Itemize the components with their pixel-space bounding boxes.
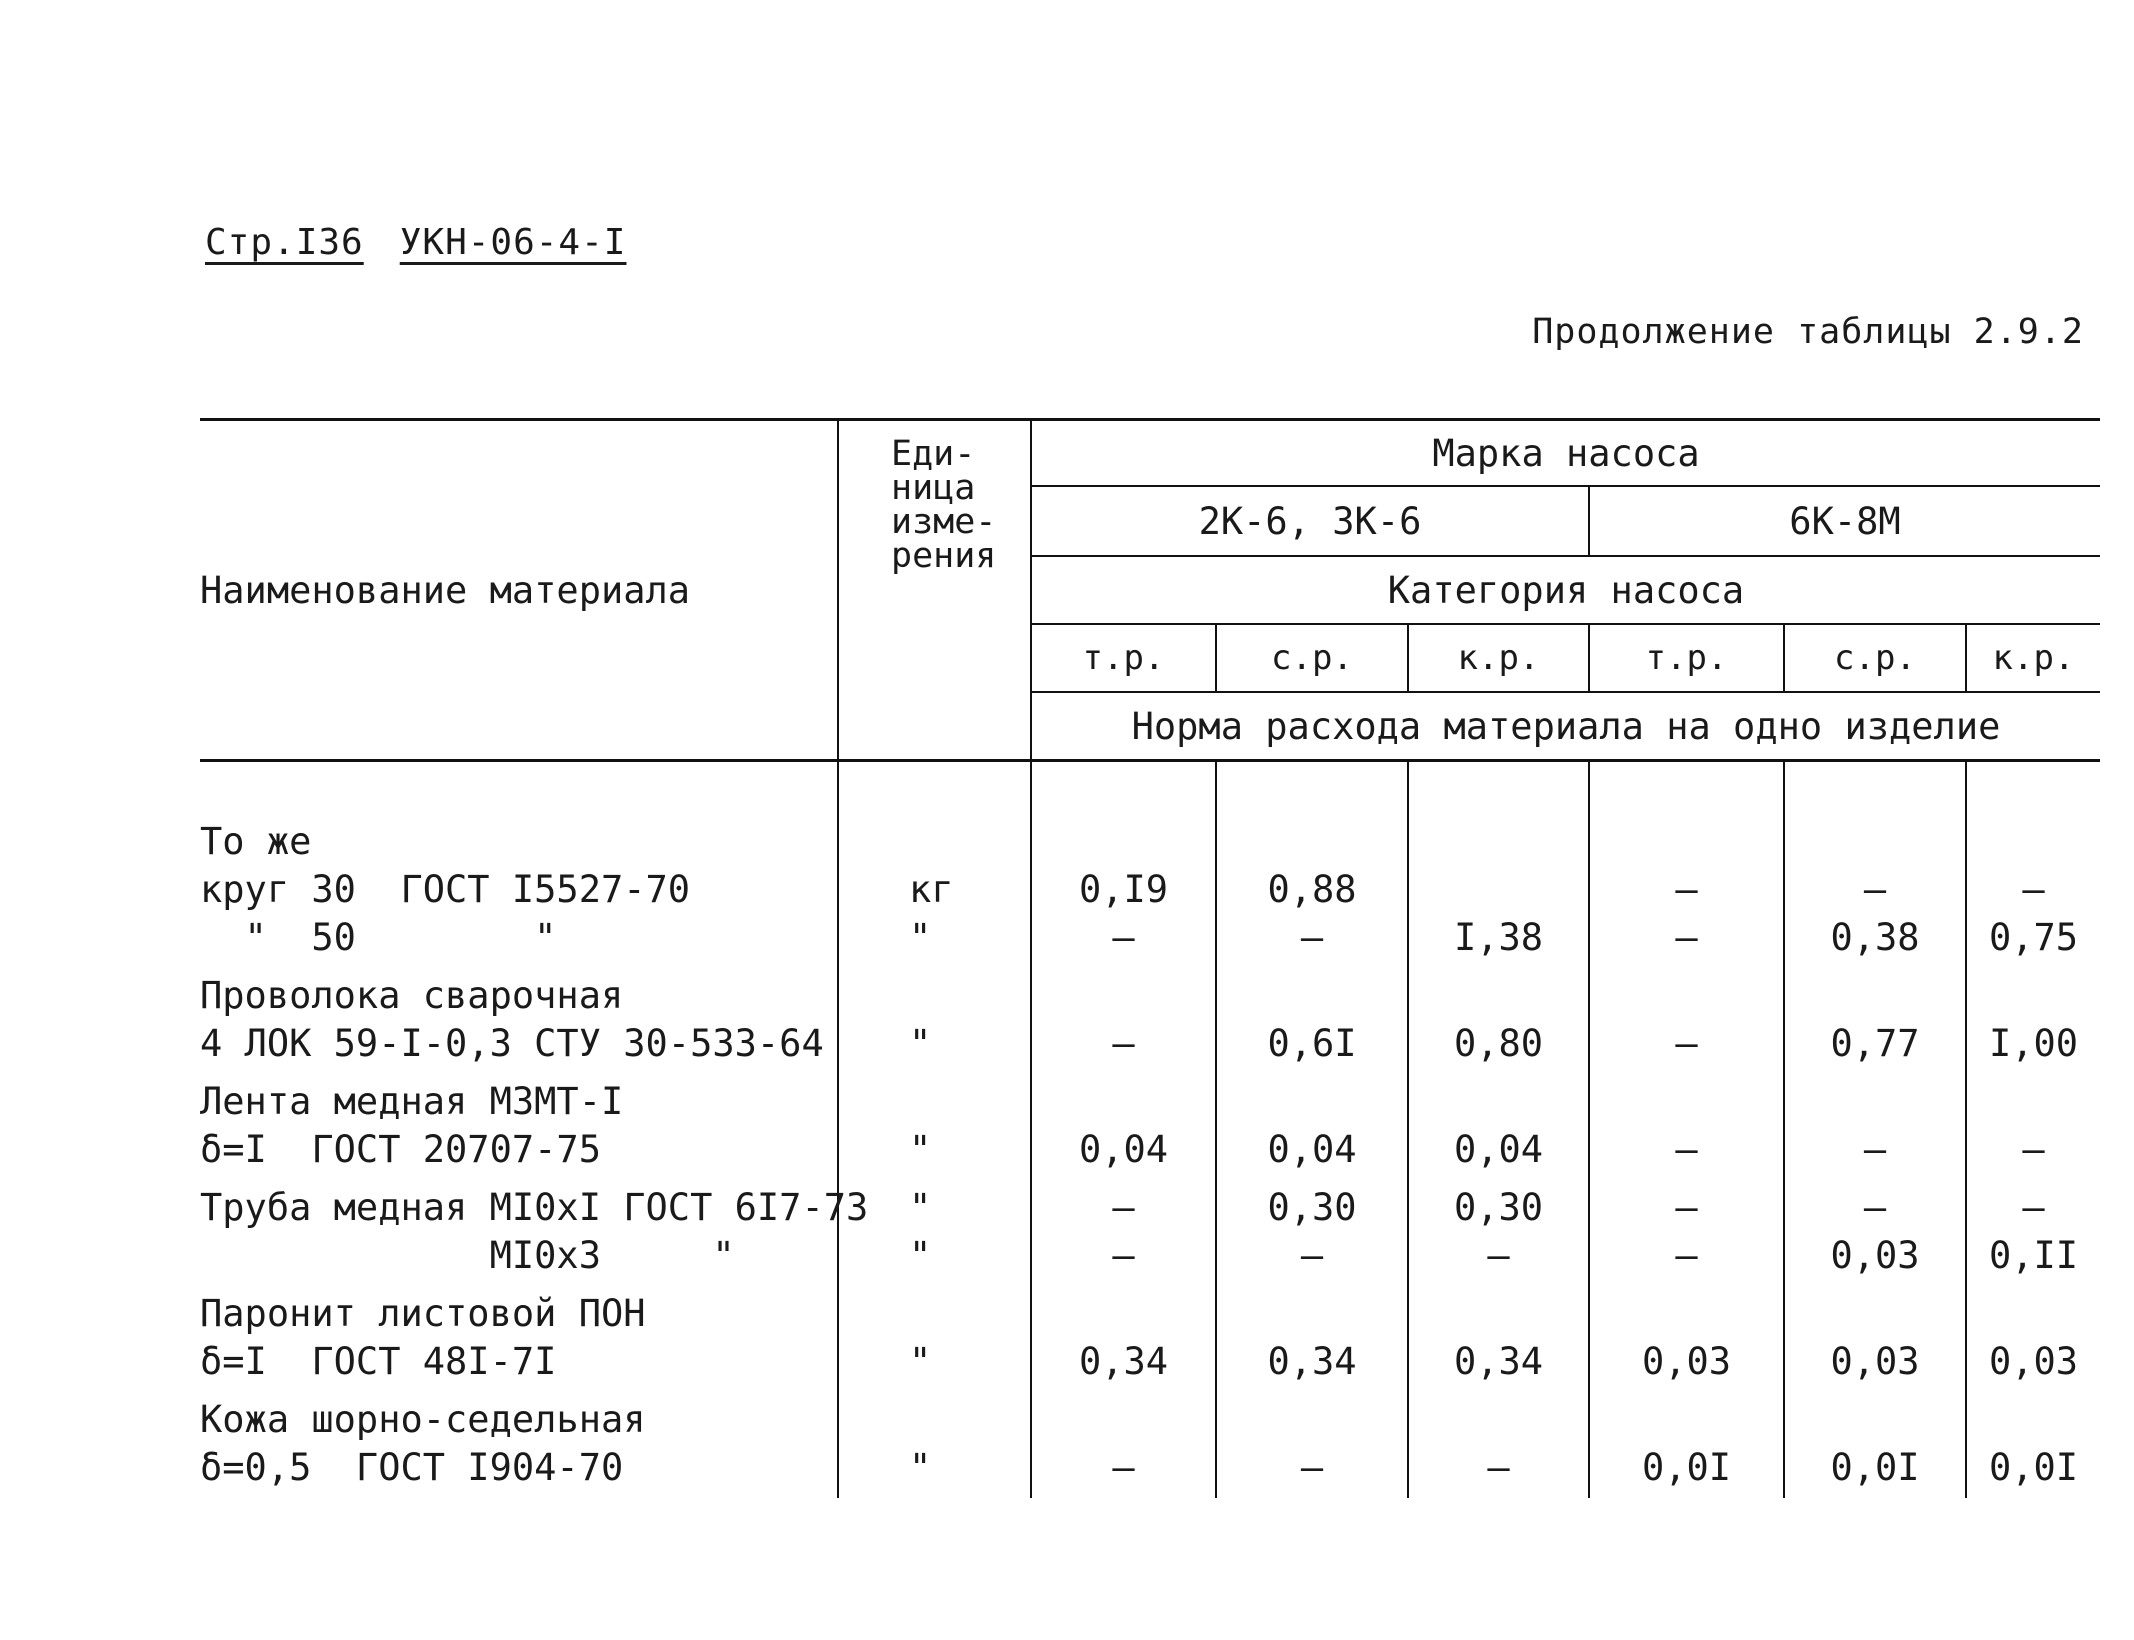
material-norms-table [200, 418, 2100, 1498]
value-cell: – [1216, 1392, 1408, 1498]
material-name: Кожа шорно-седельная δ=0,5 ГОСТ I904-70 [200, 1392, 838, 1498]
value-cell: – [1031, 968, 1216, 1074]
table-row [200, 1392, 2100, 1498]
table-row [200, 1074, 2100, 1180]
value-cell: – – [1589, 1180, 1784, 1286]
page-header [205, 222, 626, 263]
value-cell: – [1784, 1074, 1966, 1180]
norm-header: Норма расхода материала на одно изделие [1031, 692, 2100, 761]
value-cell: 0,34 [1408, 1286, 1589, 1392]
value-cell: – 0,38 [1784, 761, 1966, 969]
value-cell: 0,03 [1988, 1340, 2079, 1383]
value-cell: I,38 [1408, 761, 1589, 969]
value-cell: – [2022, 1128, 2045, 1171]
category-code: т.р. [1031, 624, 1216, 692]
category-code: к.р. [1408, 624, 1589, 692]
unit-cell: " [838, 1074, 1031, 1180]
value-cell: 0,34 [1031, 1286, 1216, 1392]
category-code: к.р. [1966, 624, 2100, 692]
unit-cell: " [838, 968, 1031, 1074]
value-cell: 0,0I [1988, 1446, 2079, 1489]
value-cell: 0,0I [1589, 1392, 1784, 1498]
value-cell: – [1031, 1392, 1216, 1498]
category-header: Категория насоса [1031, 556, 2100, 624]
value-cell: I,00 [1988, 1022, 2079, 1065]
table-row [200, 968, 2100, 1074]
value-cell: 0,77 [1784, 968, 1966, 1074]
table-row [200, 761, 2100, 969]
value-cell: 0,80 [1408, 968, 1589, 1074]
value-cell: – 0,03 [1784, 1180, 1966, 1286]
value-cell: 0,6I [1216, 968, 1408, 1074]
col-header-unit: Еди- ница изме- рения [838, 420, 1031, 761]
value-cell: 0,04 [1216, 1074, 1408, 1180]
col-header-material-name: Наименование материала [200, 420, 838, 761]
category-code: с.р. [1784, 624, 1966, 692]
value-cell: 0,34 [1216, 1286, 1408, 1392]
table-header [200, 420, 2100, 761]
material-name: Проволока сварочная 4 ЛОК 59-I-0,3 СТУ 30-533-64 [200, 968, 838, 1074]
value-cell: 0,30 – [1408, 1180, 1589, 1286]
unit-cell: " [838, 1286, 1031, 1392]
value-cell: 0,88 – [1216, 761, 1408, 969]
table-body [200, 761, 2100, 1499]
value-cell: – [1408, 1392, 1589, 1498]
table-row [200, 1286, 2100, 1392]
unit-cell: кг " [838, 761, 1031, 969]
value-cell: – [1589, 968, 1784, 1074]
value-cell: – – [1589, 761, 1784, 969]
value-cell: – 0,II [1988, 1186, 2079, 1277]
material-name: Паронит листовой ПОН δ=I ГОСТ 48I-7I [200, 1286, 838, 1392]
value-cell: 0,04 [1031, 1074, 1216, 1180]
brand-group-2: 6К-8М [1589, 486, 2100, 556]
page-number: Стр.I36 [205, 222, 364, 263]
unit-cell: " [838, 1392, 1031, 1498]
material-name: То же круг 30 ГОСТ I5527-70 " 50 " [200, 761, 838, 969]
document-code: УКН-06-4-I [399, 222, 627, 263]
value-cell: 0,0I [1784, 1392, 1966, 1498]
value-cell: – [1589, 1074, 1784, 1180]
value-cell: 0,03 [1589, 1286, 1784, 1392]
brand-header: Марка насоса [1031, 420, 2100, 487]
value-cell: – 0,75 [1988, 868, 2079, 959]
category-code: с.р. [1216, 624, 1408, 692]
table-continuation-label: Продолжение таблицы 2.9.2 [1532, 312, 2084, 352]
material-name: Лента медная МЗМТ-I δ=I ГОСТ 20707-75 [200, 1074, 838, 1180]
value-cell: 0,03 [1784, 1286, 1966, 1392]
table-row [200, 1180, 2100, 1286]
value-cell: 0,04 [1408, 1074, 1589, 1180]
unit-cell: " " [838, 1180, 1031, 1286]
category-code: т.р. [1589, 624, 1784, 692]
value-cell: 0,I9 – [1031, 761, 1216, 969]
brand-group-1: 2К-6, 3К-6 [1031, 486, 1589, 556]
value-cell: 0,30 – [1216, 1180, 1408, 1286]
material-name: Труба медная МI0хI ГОСТ 6I7-73 МI0х3 " [200, 1180, 838, 1286]
value-cell: – – [1031, 1180, 1216, 1286]
